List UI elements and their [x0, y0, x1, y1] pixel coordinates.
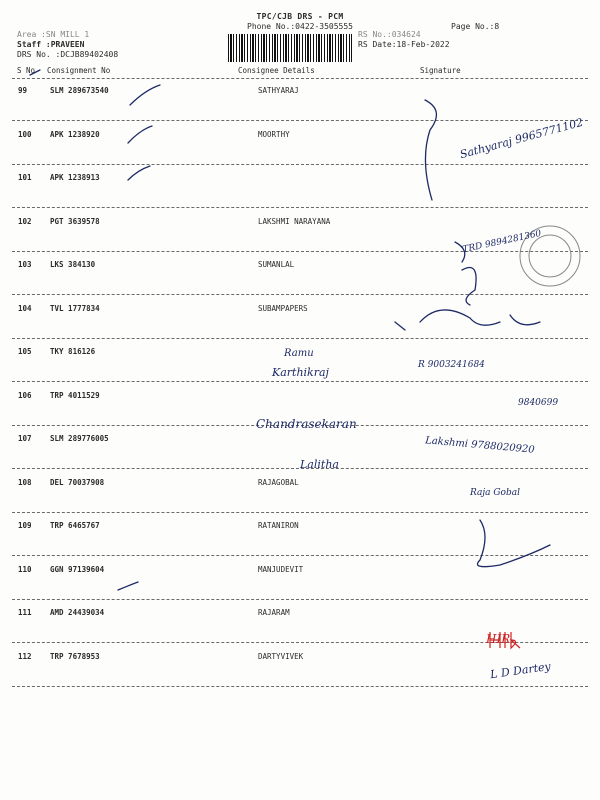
row-serial-number: 112 [18, 651, 32, 661]
signature-row-105: R 9003241684 [418, 360, 485, 370]
row-consignment-number: GGN 97139604 [50, 564, 105, 574]
row-consignee-name: MANJUDEVIT [258, 564, 304, 574]
row-consignment-number: TRP 4011529 [50, 390, 100, 400]
row-serial-number: 102 [18, 216, 32, 226]
row-serial-number: 106 [18, 390, 32, 400]
name-row-107: Lalitha [300, 458, 339, 471]
row-consignment-number: TKY 816126 [50, 347, 96, 356]
row-serial-number: 103 [18, 260, 32, 269]
row-consignment-number: SLM 289776005 [50, 434, 109, 443]
phone-row-106: 9840699 [518, 398, 559, 408]
row-serial-number: 104 [18, 303, 32, 313]
row-serial-number: 100 [18, 129, 32, 139]
row-consignment-number: AMD 24439034 [50, 608, 105, 617]
page-number: Page No.:8 [451, 22, 500, 31]
sheet-title: TPC/CJB DRS - PCM [256, 12, 344, 21]
row-consignment-number: PGT 3639578 [50, 216, 100, 226]
phone-number: Phone No.:0422-3505555 [247, 22, 353, 31]
col-consignment: Consignment No [47, 66, 111, 75]
area-label: Area :SN MILL 1 [17, 30, 90, 39]
row-serial-number: 107 [18, 434, 32, 443]
name-row-106: Chandrasekaran [256, 417, 357, 431]
signature-row-112: L D Dartey [489, 659, 552, 682]
row-consignee-name: DARTYVIVEK [258, 651, 304, 661]
row-consignment-number: APK 1238913 [50, 173, 100, 182]
col-signature: Signature [420, 66, 461, 75]
mark-row-112: HIR [486, 632, 511, 646]
rs-number: RS No.:034624 [358, 30, 421, 39]
row-consignee-name: SATHYARAJ [258, 86, 299, 95]
row-serial-number: 105 [18, 347, 32, 356]
row-serial-number: 101 [18, 173, 32, 182]
rs-date: RS Date:18-Feb-2022 [358, 40, 450, 49]
row-consignment-number: SLM 289673540 [50, 86, 109, 95]
row-consignee-name: RAJAGOBAL [258, 477, 299, 487]
signature-row-102: TRD 9894281360 [461, 228, 543, 256]
row-consignee-name: SUMANLAL [258, 260, 295, 269]
row-consignment-number: LKS 384130 [50, 260, 96, 269]
signature-row-99: Sathyaraj 9965771102 [458, 115, 585, 162]
row-serial-number: 109 [18, 521, 32, 530]
name2-row-105: Karthikraj [272, 366, 329, 379]
row-consignee-name: LAKSHMI NARAYANA [258, 216, 331, 226]
drs-number: DRS No. :DCJB89402408 [17, 50, 119, 59]
row-serial-number: 111 [18, 608, 32, 617]
row-consignee-name: MOORTHY [258, 129, 290, 139]
row-consignment-number: TRP 6465767 [50, 521, 100, 530]
signature-row-108: Raja Gobal [470, 488, 520, 498]
staff-label: Staff :PRAVEEN [17, 40, 85, 49]
row-serial-number: 110 [18, 564, 32, 574]
col-consignee: Consignee Details [238, 66, 315, 75]
row-consignee-name: RAJARAM [258, 608, 290, 617]
col-sno: S No [17, 66, 36, 75]
row-consignment-number: TRP 7678953 [50, 651, 100, 661]
row-consignment-number: APK 1238920 [50, 129, 100, 139]
row-serial-number: 99 [18, 86, 28, 95]
row-consignee-name: SUBAMPAPERS [258, 303, 308, 313]
row-serial-number: 108 [18, 477, 32, 487]
name-row-105: Ramu [284, 348, 314, 359]
row-consignment-number: DEL 70037908 [50, 477, 105, 487]
signature-row-107: Lakshmi 9788020920 [424, 435, 535, 456]
row-consignment-number: TVL 1777834 [50, 303, 100, 313]
row-consignee-name: RATANIRON [258, 521, 299, 530]
